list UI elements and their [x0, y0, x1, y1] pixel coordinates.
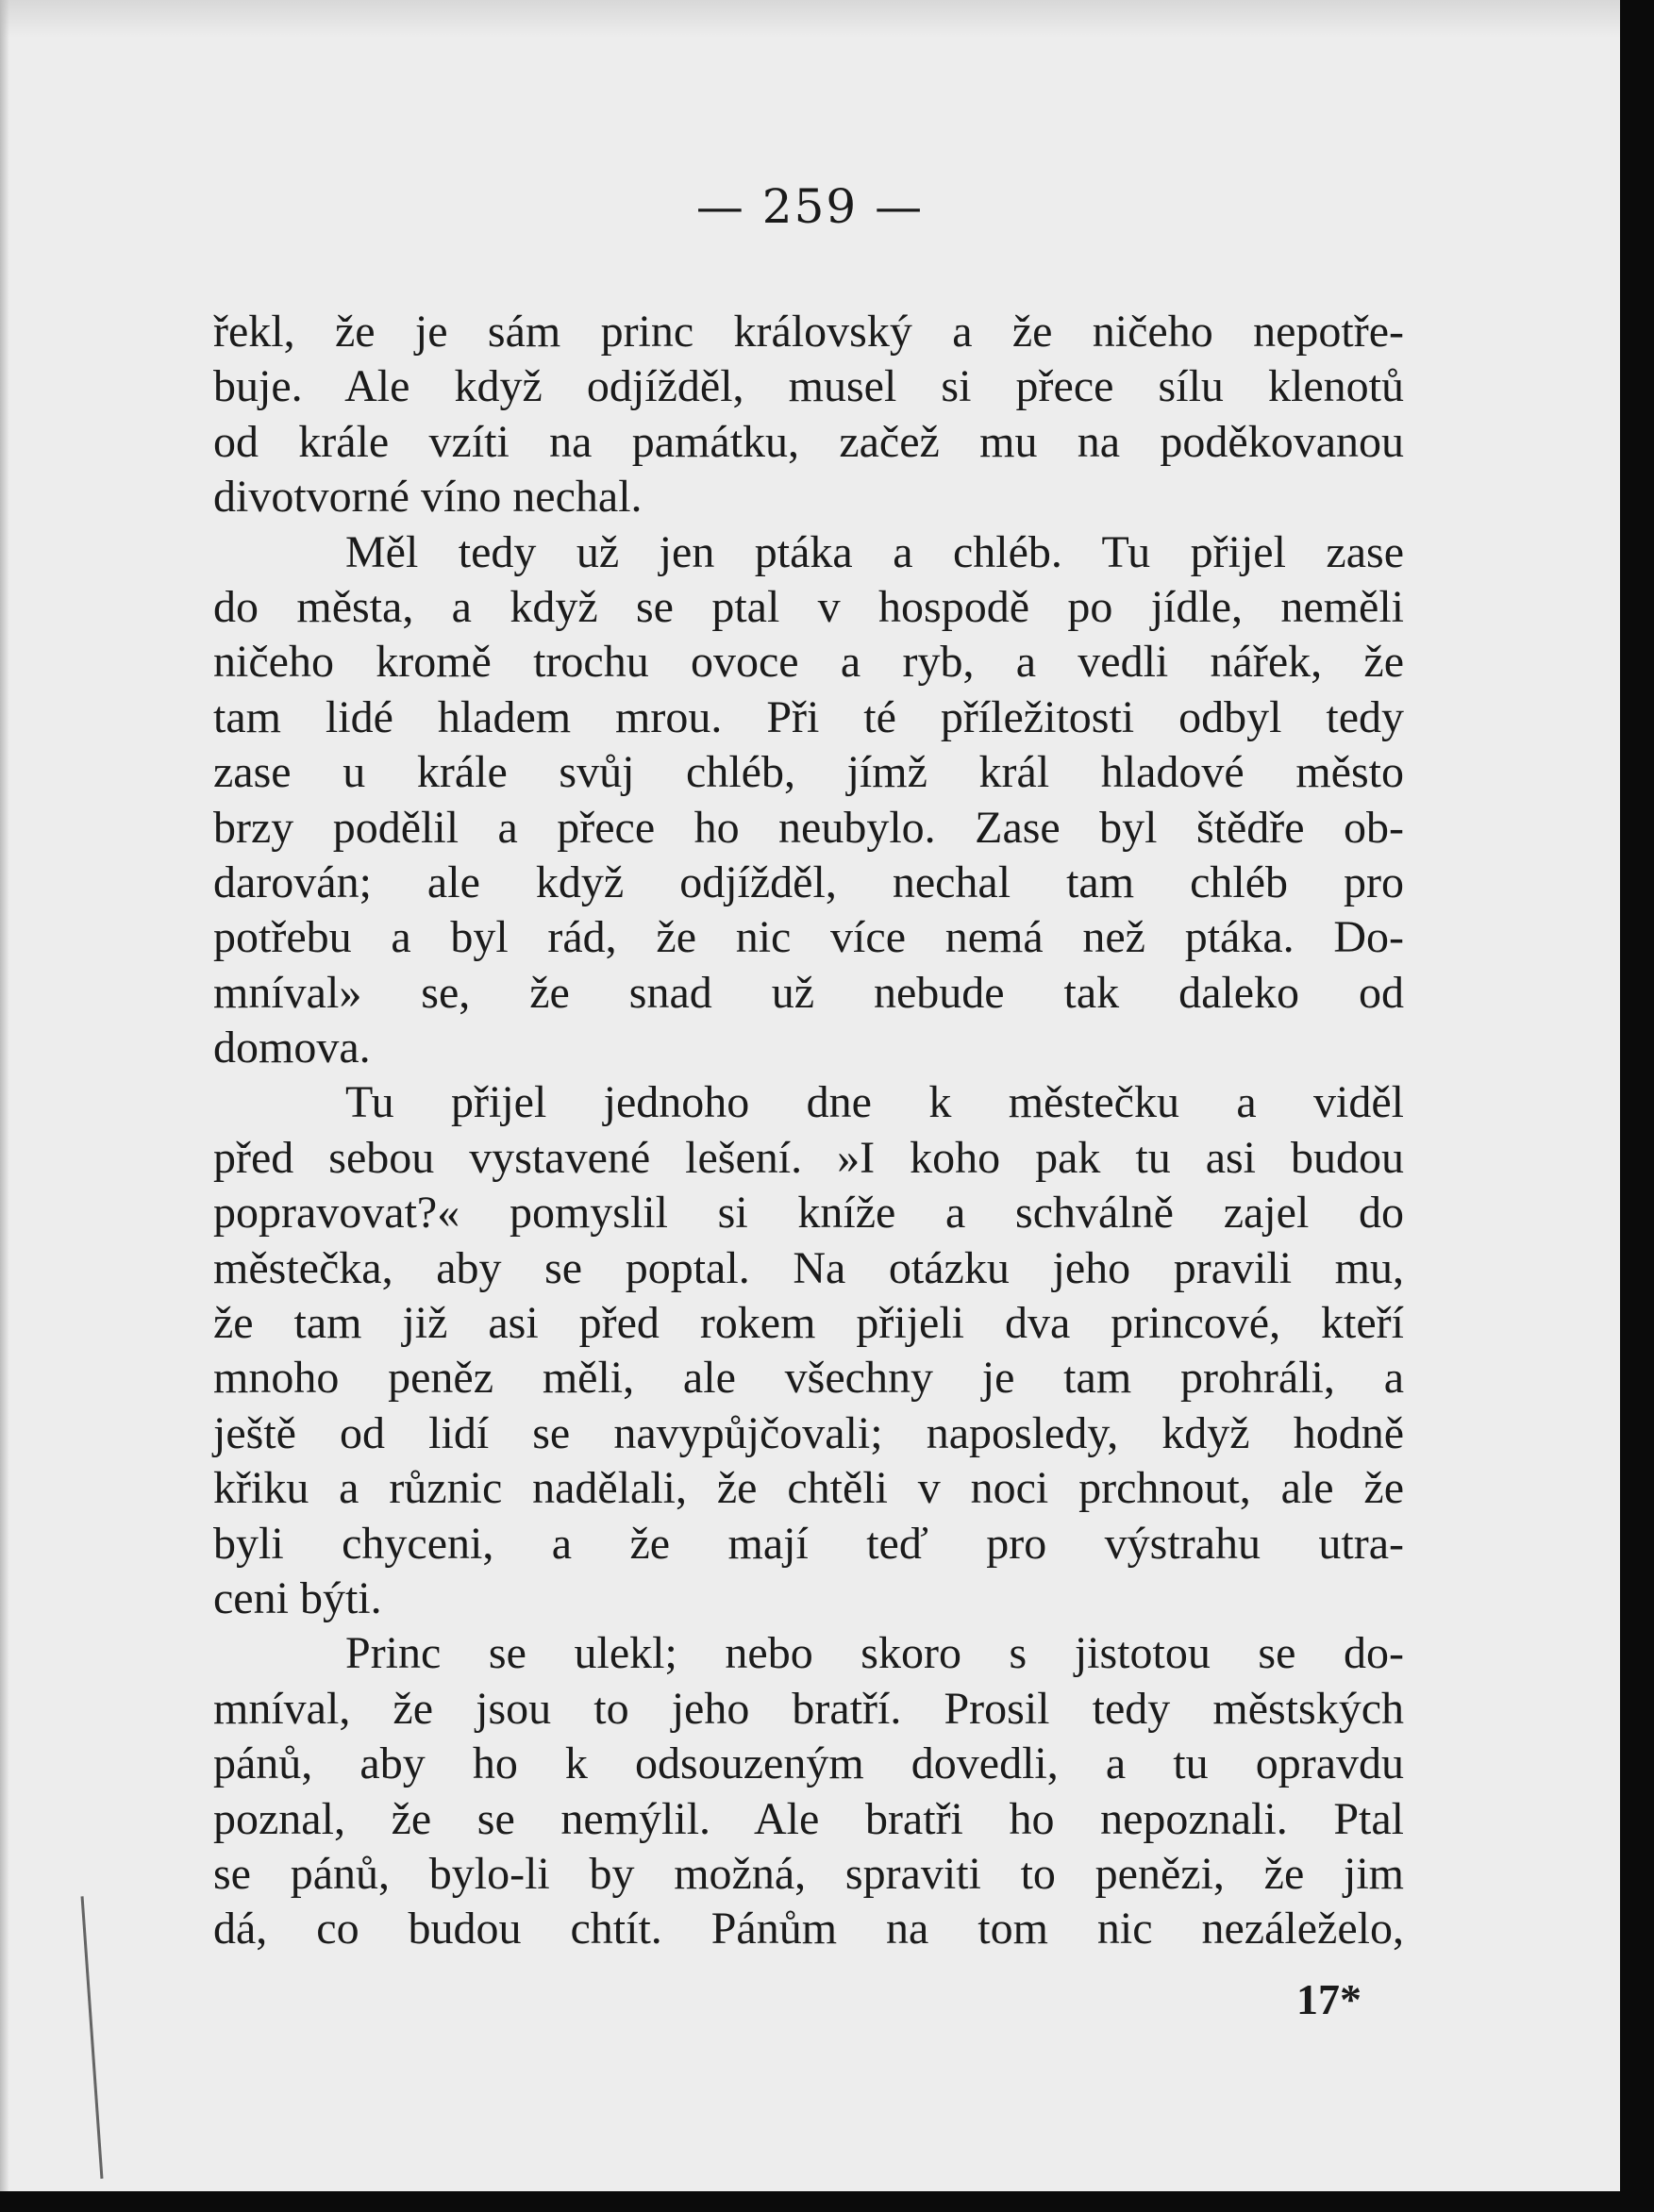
text-line: ničeho kromě trochu ovoce a ryb, a vedli nářek, že	[213, 637, 1404, 688]
text-line: městečka, aby se poptal. Na otázku jeho pravili mu,	[213, 1242, 1404, 1293]
text-line: dá, co budou chtít. Pánům na tom nic nezáleželo,	[213, 1904, 1404, 1954]
text-line: řekl, že je sám princ královský a že ničeho nepotře-	[213, 307, 1404, 357]
text-line: od krále vzíti na památku, začež mu na poděkovanou	[213, 416, 1404, 467]
text-line: Tu přijel jednoho dne k městečku a viděl	[345, 1077, 1404, 1128]
page-number: — 259 —	[695, 179, 925, 234]
text-line: tam lidé hladem mrou. Při té příležitosti odbyl tedy	[213, 691, 1404, 742]
text-line: popravovat?« pomyslil si kníže a schválně zajel do	[213, 1188, 1404, 1239]
text-line: před sebou vystavené lešení. »I koho pak tu asi budou	[213, 1132, 1404, 1183]
text-line: brzy podělil a přece ho neubylo. Zase byl štědře ob-	[213, 802, 1404, 853]
text-line: mnoho peněz měli, ale všechny je tam prohráli, a	[213, 1353, 1404, 1404]
page-shadow-top	[0, 0, 1654, 38]
text-line: byli chyceni, a že mají teď pro výstrahu utra-	[213, 1518, 1404, 1569]
printer-signature-mark: 17*	[1296, 1975, 1362, 2023]
scan-border-bottom	[0, 2191, 1654, 2212]
text-line: že tam již asi před rokem přijeli dva princové, kteří	[213, 1298, 1404, 1349]
text-line: darován; ale když odjížděl, nechal tam chléb pro	[213, 857, 1404, 907]
text-line: mníval» se, že snad už nebude tak daleko od	[213, 967, 1404, 1018]
text-line: domova.	[213, 1023, 371, 1073]
text-line: buje. Ale když odjížděl, musel si přece sílu klenotů	[213, 361, 1404, 412]
text-line: se pánů, bylo-li by možná, spraviti to penězi, že jim	[213, 1848, 1404, 1899]
body-text	[213, 305, 1404, 1957]
text-line: zase u krále svůj chléb, jímž král hladové město	[213, 747, 1404, 798]
text-line: ceni býti.	[213, 1572, 382, 1623]
text-line: křiku a různic nadělali, že chtěli v noci prchnout, ale že	[213, 1463, 1404, 1514]
text-line: do města, a když se ptal v hospodě po jídle, neměli	[213, 581, 1404, 632]
text-line: poznal, že se nemýlil. Ale bratři ho nepoznali. Ptal	[213, 1793, 1404, 1844]
text-line: mníval, že jsou to jeho bratří. Prosil tedy městských	[213, 1683, 1404, 1734]
text-line: potřebu a byl rád, že nic více nemá než ptáka. Do-	[213, 912, 1404, 963]
scan-border-right	[1620, 0, 1654, 2212]
page-crease	[81, 1896, 104, 2178]
text-line: pánů, aby ho k odsouzeným dovedli, a tu opravdu	[213, 1738, 1404, 1789]
text-line: Měl tedy už jen ptáka a chléb. Tu přijel zase	[345, 526, 1404, 577]
text-line: Princ se ulekl; nebo skoro s jistotou se do-	[345, 1628, 1404, 1679]
text-line: divotvorné víno nechal.	[213, 472, 643, 523]
page-shadow-left	[0, 0, 9, 2212]
text-line: ještě od lidí se navypůjčovali; naposledy, když hodně	[213, 1407, 1404, 1458]
